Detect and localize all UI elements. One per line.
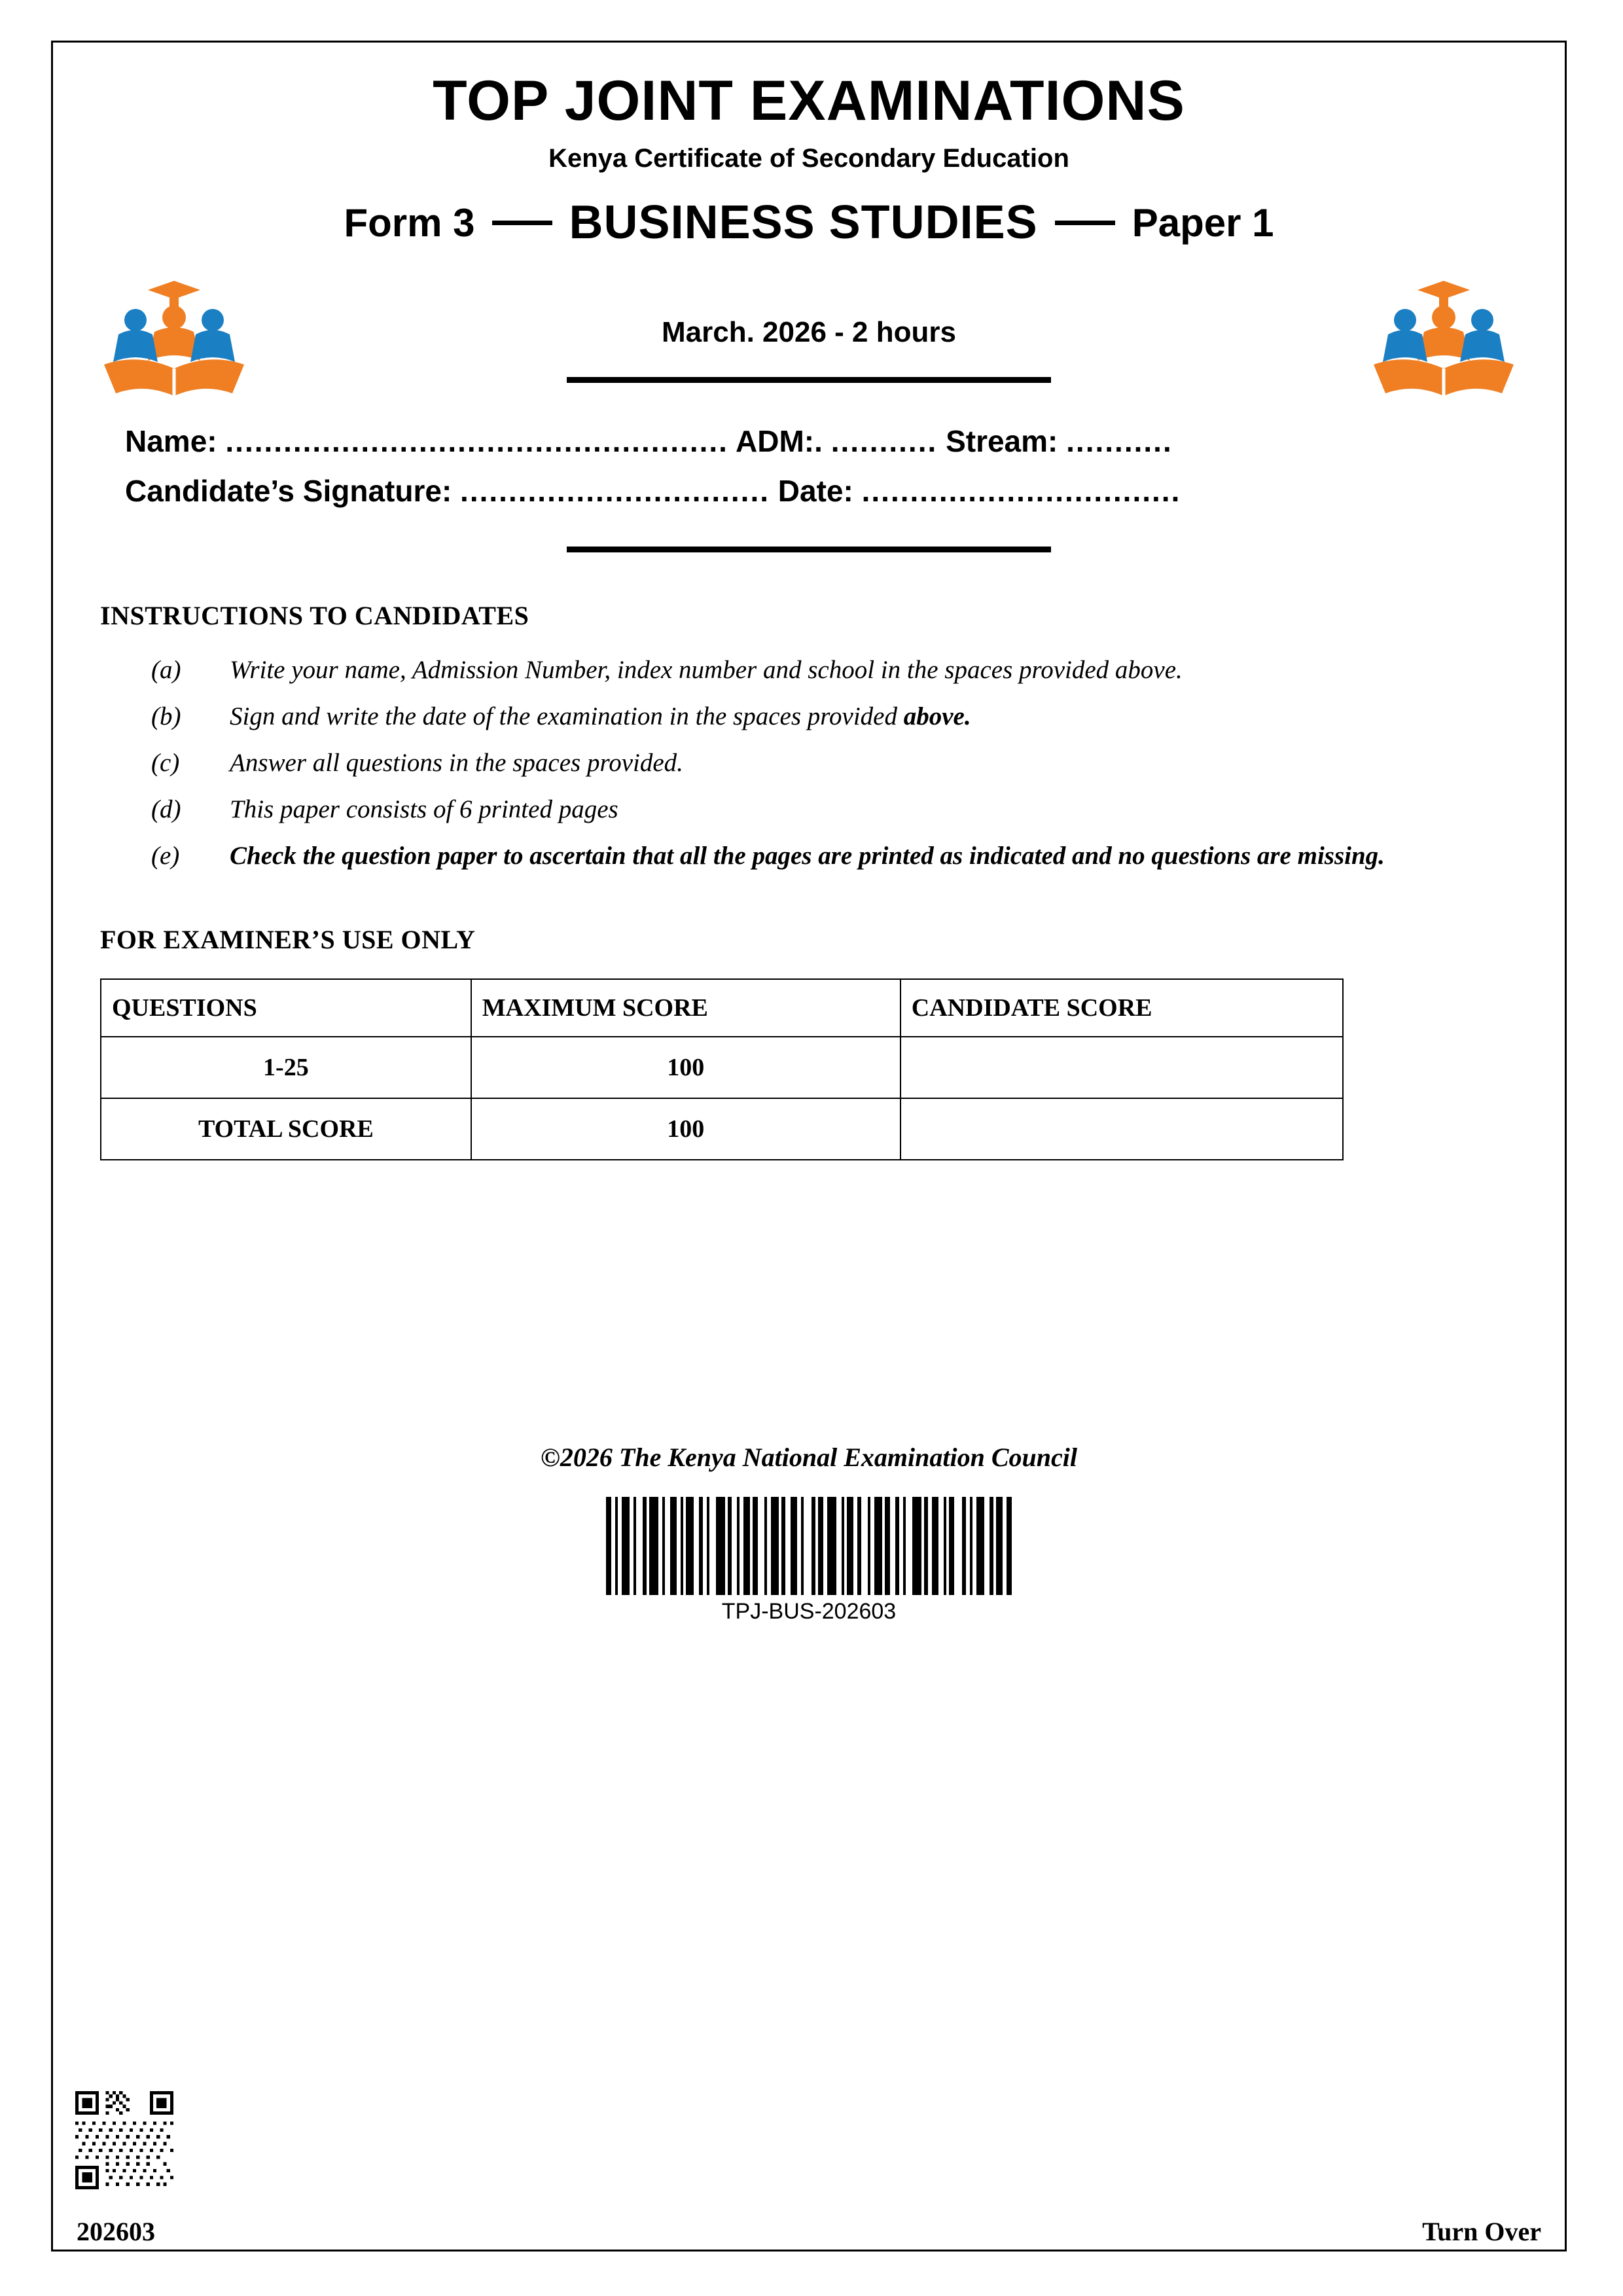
copyright-text: ©2026 The Kenya National Examination Council [541, 1442, 1077, 1472]
list-item-marker: (a) [151, 655, 181, 684]
table-row [101, 1098, 1343, 1160]
list-item-marker: (b) [151, 702, 181, 730]
adm-label: ADM:. [736, 424, 823, 458]
instructions-heading: INSTRUCTIONS TO CANDIDATES [100, 600, 529, 630]
list-item-text: Check the question paper to ascertain that all the pages are printed as indicated and no questions are missing. [230, 842, 1385, 870]
name-input[interactable]: .................................................... [225, 424, 728, 458]
signature-label: Candidate’s Signature: [125, 473, 452, 508]
score-table [100, 978, 1344, 1160]
cell-total-maximum: 100 [471, 1098, 901, 1160]
signature-field-row[interactable] [125, 467, 1512, 516]
divider-bottom [567, 547, 1051, 552]
list-item [151, 835, 1493, 876]
date-label: Date: [777, 473, 853, 508]
signature-input[interactable]: ................................ [460, 473, 770, 508]
examiner-heading: FOR EXAMINER’S USE ONLY [100, 924, 476, 954]
cell-total-candidate[interactable] [901, 1098, 1343, 1160]
turn-over-label: Turn Over [1422, 2217, 1541, 2246]
divider-bottom-wrap [53, 531, 1565, 570]
name-label: Name: [125, 424, 217, 458]
list-item-marker: (e) [151, 842, 180, 870]
dash-left-icon [492, 221, 552, 225]
cell-questions-range: 1-25 [101, 1037, 471, 1098]
dash-right-icon [1055, 221, 1115, 225]
barcode-block [53, 1488, 1565, 1624]
qr-code-icon [75, 2091, 173, 2189]
stream-label: Stream: [946, 424, 1058, 458]
list-item-text: Sign and write the date of the examination in the spaces provided above. [230, 702, 971, 730]
exam-date-duration: March. 2026 - 2 hours [662, 316, 956, 348]
list-item [151, 742, 1493, 783]
column-header-maximum-score: MAXIMUM SCORE [471, 979, 901, 1037]
column-header-questions: QUESTIONS [101, 979, 471, 1037]
list-item-text: Write your name, Admission Number, index number and school in the spaces provided above. [230, 655, 1183, 684]
list-item [151, 789, 1493, 830]
exam-logo-icon [1362, 269, 1525, 400]
column-header-candidate-score: CANDIDATE SCORE [901, 979, 1343, 1037]
adm-input[interactable]: ........... [830, 424, 938, 458]
candidate-fields [53, 417, 1565, 516]
barcode-image [606, 1497, 1012, 1595]
divider-top [567, 377, 1051, 383]
table-header-row [101, 979, 1343, 1037]
list-item [151, 649, 1493, 691]
list-item [151, 696, 1493, 737]
page-title: TOP JOINT EXAMINATIONS [433, 69, 1185, 132]
cell-total-label: TOTAL SCORE [101, 1098, 471, 1160]
exam-cover-page [51, 41, 1567, 2251]
table-row [101, 1037, 1343, 1098]
paper-label: Paper 1 [1132, 200, 1274, 245]
list-item-marker: (d) [151, 795, 181, 824]
list-item-text: This paper consists of 6 printed pages [230, 795, 618, 824]
cell-maximum-score: 100 [471, 1037, 901, 1098]
logo-date-row [53, 262, 1565, 413]
barcode-label: TPJ-BUS-202603 [721, 1598, 897, 1624]
instructions-list [53, 649, 1565, 877]
exam-level-subtitle: Kenya Certificate of Secondary Education [548, 144, 1069, 173]
subject-title: BUSINESS STUDIES [569, 196, 1038, 249]
list-item-text-bold: above. [903, 702, 971, 730]
cell-candidate-score[interactable] [901, 1037, 1343, 1098]
form-label: Form 3 [344, 200, 475, 245]
footer-row [77, 2216, 1541, 2247]
stream-input[interactable]: ........... [1066, 424, 1173, 458]
page-code: 202603 [77, 2217, 155, 2246]
date-input[interactable]: ................................. [861, 473, 1181, 508]
subject-row [53, 196, 1565, 249]
list-item-text: Answer all questions in the spaces provided. [230, 749, 683, 778]
list-item-marker: (c) [151, 749, 180, 778]
name-field-row[interactable] [125, 417, 1512, 467]
